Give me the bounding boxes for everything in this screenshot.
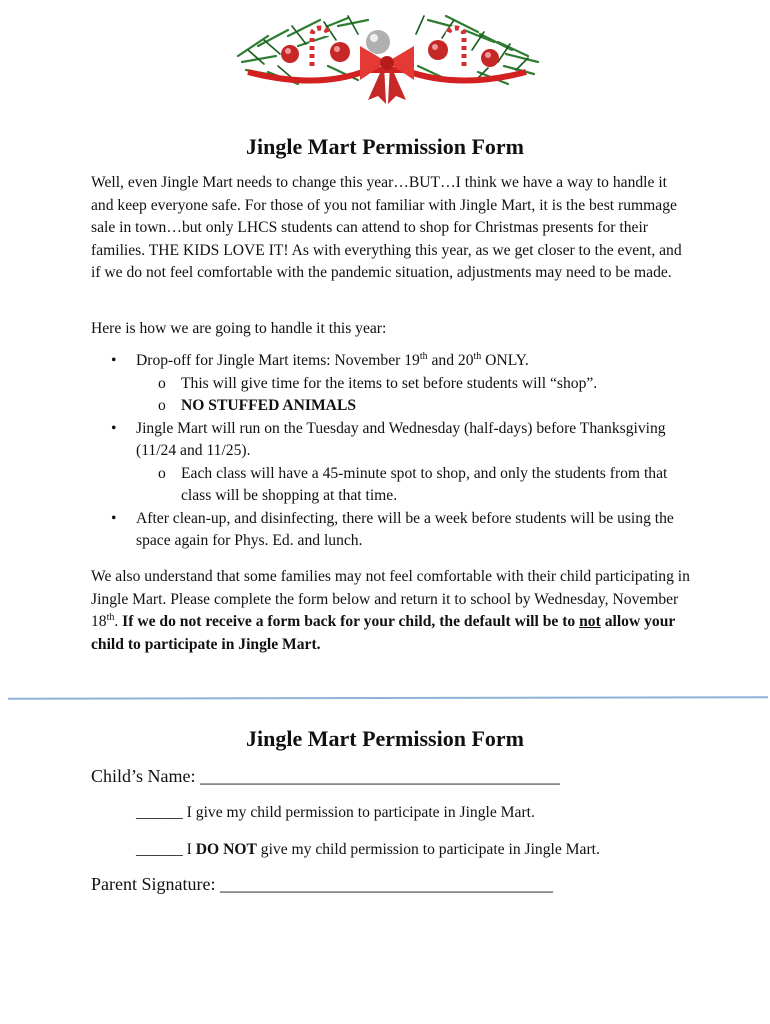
sub-bullet-icon: o <box>158 464 166 482</box>
page-title: Jingle Mart Permission Form <box>246 134 524 159</box>
bullet-icon: • <box>111 419 117 437</box>
list-item: • Drop-off for Jingle Mart items: November 19th and 20th ONLY. <box>91 350 691 373</box>
permission-yes-option[interactable]: ______ I give my child permission to participate in Jingle Mart. <box>136 804 535 821</box>
handle-intro: Here is how we are going to handle it this year: <box>91 320 387 337</box>
list-item: • After clean-up, and disinfecting, there will be a week before students will be using the space again for Phys. Ed. and lunch. <box>111 509 674 549</box>
bullet-icon: • <box>111 509 117 527</box>
child-name-field[interactable]: Child’s Name: ________________________________________ <box>91 766 560 786</box>
permission-no-option[interactable]: ______ I DO NOT give my child permission to participate in Jingle Mart. <box>136 841 600 858</box>
form-title: Jingle Mart Permission Form <box>246 726 524 751</box>
list-item: • Jingle Mart will run on the Tuesday and Wednesday (half-days) before Thanksgiving (11/24 and 11/25). <box>111 419 666 459</box>
list-sub-item: o Each class will have a 45-minute spot to shop, and only the students from that class will be shopping at that time. <box>158 464 668 504</box>
cut-line-divider <box>8 696 768 700</box>
list-sub-item: o This will give time for the items to set before students will “shop”. <box>91 373 691 396</box>
sub-bullet-icon: o <box>158 397 166 414</box>
christmas-garland-icon <box>228 6 546 106</box>
closing-paragraph: We also understand that some families may not feel comfortable with their child participating in Jingle Mart. Please complete the form below and return it to school by Wednesday, November 18th. If we do not receive a form back for your child, the default will be to not allow your child to participate in Jingle Mart. <box>91 568 690 653</box>
list-sub-item: o NO STUFFED ANIMALS <box>91 395 691 418</box>
bullet-icon: • <box>111 352 117 369</box>
intro-paragraph: Well, even Jingle Mart needs to change this year…BUT…I think we have a way to handle it and keep everyone safe. For those of you not familiar with Jingle Mart, it is the best rummage sale in town…but only LHCS students can attend to shop for Christmas presents for their families. THE KIDS LOVE IT! As with everything this year, as we get closer to the event, and if we do not feel comfortable with the pandemic situation, adjustments may need to be made. <box>91 174 682 281</box>
sub-bullet-icon: o <box>158 374 166 392</box>
parent-signature-field[interactable]: Parent Signature: _____________________________________ <box>91 874 553 894</box>
instructions-list <box>91 350 691 553</box>
